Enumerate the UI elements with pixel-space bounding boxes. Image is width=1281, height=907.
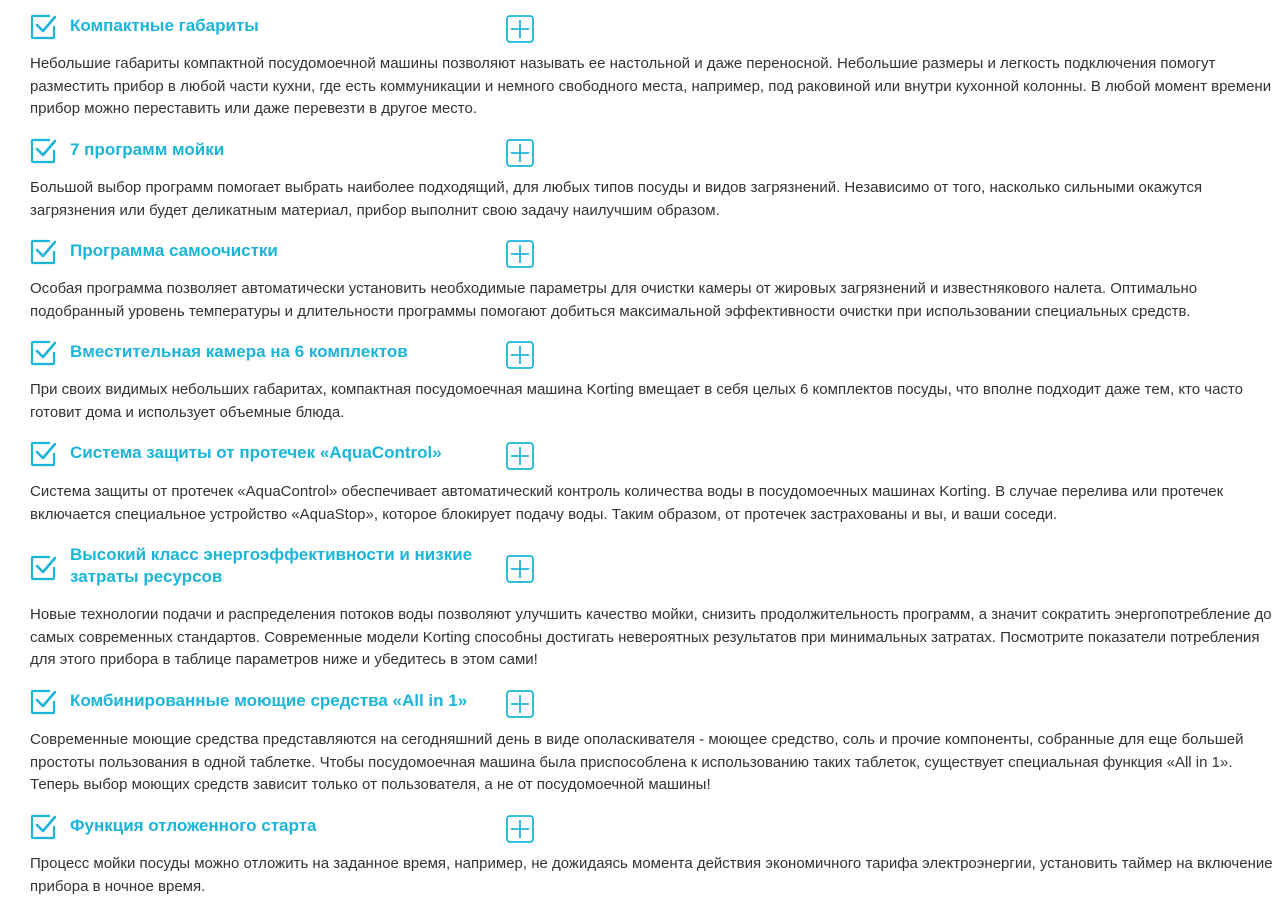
checkbox-checked-icon: [30, 14, 56, 40]
expand-plus-button[interactable]: [506, 442, 534, 470]
feature-title: Компактные габариты: [70, 16, 259, 35]
feature-title: Функция отложенного старта: [70, 816, 317, 835]
checkbox-checked-icon: [30, 239, 56, 265]
feature-title: Программа самоочистки: [70, 241, 278, 260]
expand-plus-button[interactable]: [506, 690, 534, 718]
expand-plus-button[interactable]: [506, 15, 534, 43]
expand-plus-button[interactable]: [506, 815, 534, 843]
expand-plus-button[interactable]: [506, 139, 534, 167]
feature-title: Вместительная камера на 6 комплектов: [70, 342, 408, 361]
checkbox-checked-icon: [30, 555, 56, 581]
feature-description: Современные моющие средства представляются на сегодняшний день в виде ополаскивателя - моющее средство, соль и прочие компоненты, собранные для еще большей простоты пользования в одной таблетке. Чтобы посудомоечная машина была приспособлена к использованию таких таблеток, существует специальная функция «All in 1». Теперь выбор моющих средств зависит только от пользователя, а не от посудомоечной машины!: [30, 731, 1244, 793]
expand-plus-button[interactable]: [506, 240, 534, 268]
feature-description: Система защиты от протечек «AquaControl» обеспечивает автоматический контроль количества воды в посудомоечных машинах Korting. В случае перелива или протечек включается специальное устройство «AquaStop», которое блокирует подачу воды. Таким образом, от протечек застрахованы и вы, и ваши соседи.: [30, 483, 1224, 523]
checkbox-checked-icon: [30, 441, 56, 467]
checkbox-checked-icon: [30, 814, 56, 840]
feature-description: При своих видимых небольших габаритах, компактная посудомоечная машина Korting вмещает в себя целых 6 комплектов посуды, что вполне подходит даже тем, кто часто готовит дома и использует объемные блюда.: [30, 381, 1243, 421]
feature-title: 7 программ мойки: [70, 140, 225, 159]
feature-title: Система защиты от протечек «AquaControl»: [70, 443, 442, 462]
expand-plus-button[interactable]: [506, 341, 534, 369]
feature-description: Процесс мойки посуды можно отложить на заданное время, например, не дожидаясь момента действия экономичного тарифа электроэнергии, установить таймер на включение прибора в ночное время.: [30, 855, 1273, 895]
feature-description: Новые технологии подачи и распределения потоков воды позволяют улучшить качество мойки, снизить продолжительность программ, а значит сократить энергопотребление до самых современных стандартов. Современные модели Korting способны достигать невероятных результатов при минимальных затратах. Посмотрите показатели потребления для этого прибора в таблице параметров ниже и убедитесь в этом сами!: [30, 606, 1272, 668]
feature-description: Большой выбор программ помогает выбрать наиболее подходящий, для любых типов посуды и видов загрязнений. Независимо от того, насколько сильными окажутся загрязнения или будет деликатным материал, прибор выполнит свою задачу наилучшим образом.: [30, 179, 1203, 219]
feature-title: Комбинированные моющие средства «All in 1»: [70, 691, 468, 710]
feature-title: Высокий класс энергоэффективности и низкие затраты ресурсов: [70, 545, 473, 586]
checkbox-checked-icon: [30, 340, 56, 366]
checkbox-checked-icon: [30, 138, 56, 164]
expand-plus-button[interactable]: [506, 555, 534, 583]
feature-description: Небольшие габариты компактной посудомоечной машины позволяют называть ее настольной и даже переносной. Небольшие размеры и легкость подключения помогут разместить прибор в любой части кухни, где есть коммуникации и немного свободного места, например, под раковиной или внутри кухонной колонны. В любой момент времени прибор можно переставить или даже перевезти в другое место.: [30, 55, 1272, 117]
checkbox-checked-icon: [30, 689, 56, 715]
feature-description: Особая программа позволяет автоматически установить необходимые параметры для очистки камеры от жировых загрязнений и известнякового налета. Оптимально подобранный уровень температуры и длительности программы помогают добиться максимальной эффективности очистки при использовании специальных средств.: [30, 280, 1198, 320]
